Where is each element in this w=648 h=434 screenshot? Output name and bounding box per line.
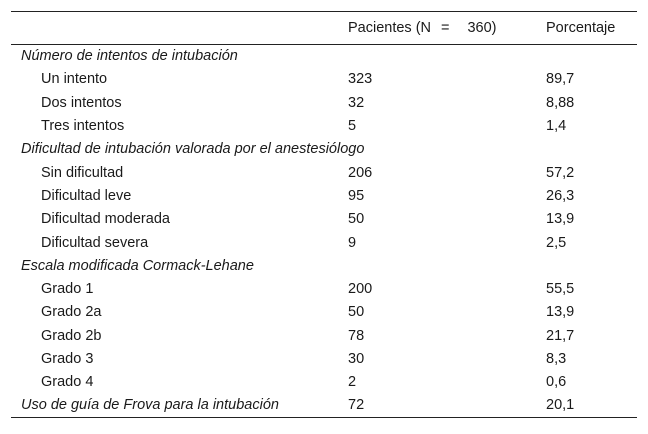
row-patients: 200 bbox=[348, 281, 373, 298]
row-label: Sin dificultad bbox=[41, 164, 124, 181]
row-percentage bbox=[534, 45, 637, 68]
table-row bbox=[11, 277, 637, 300]
row-percentage: 8,88 bbox=[546, 94, 575, 111]
row-label: Número de intentos de intubación bbox=[21, 48, 238, 65]
row-label: Dos intentos bbox=[41, 94, 122, 111]
row-percentage bbox=[534, 138, 637, 161]
row-label: Dificultad moderada bbox=[41, 211, 170, 228]
row-patients bbox=[337, 138, 534, 161]
row-label: Grado 3 bbox=[41, 351, 94, 367]
header-patients-n: 360) bbox=[467, 20, 497, 36]
row-percentage: 57,2 bbox=[546, 164, 575, 181]
row-label: Grado 2a bbox=[41, 304, 102, 321]
row-percentage: 8,3 bbox=[546, 351, 567, 367]
row-label: Dificultad de intubación valorada por el anestesiólogo bbox=[21, 141, 365, 158]
row-patients: 50 bbox=[348, 211, 365, 228]
table-row bbox=[11, 371, 637, 394]
row-patients: 206 bbox=[348, 164, 373, 181]
row-label: Uso de guía de Frova para la intubación bbox=[21, 397, 279, 414]
table-row bbox=[11, 68, 637, 91]
section-row bbox=[11, 138, 637, 161]
row-patients: 323 bbox=[348, 71, 373, 88]
row-patients: 5 bbox=[348, 118, 357, 135]
row-label: Dificultad leve bbox=[41, 187, 132, 204]
row-patients: 32 bbox=[348, 94, 365, 111]
row-percentage: 1,4 bbox=[546, 118, 567, 135]
table-body bbox=[11, 45, 637, 418]
row-patients: 50 bbox=[348, 304, 365, 321]
table-row bbox=[11, 184, 637, 207]
table-row bbox=[11, 114, 637, 137]
row-patients: 30 bbox=[348, 351, 365, 367]
row-patients: 72 bbox=[348, 397, 365, 414]
table-row bbox=[11, 231, 637, 254]
header-percentage: Porcentaje bbox=[546, 20, 616, 36]
row-patients bbox=[337, 254, 534, 277]
section-row bbox=[11, 45, 637, 68]
row-percentage: 26,3 bbox=[546, 187, 575, 204]
table-row bbox=[11, 324, 637, 347]
header-empty-cell bbox=[11, 12, 337, 45]
row-percentage: 55,5 bbox=[546, 281, 575, 298]
table-row bbox=[11, 301, 637, 324]
table-header-row bbox=[11, 12, 637, 45]
header-patients-prefix: Pacientes (N bbox=[348, 20, 432, 36]
row-percentage: 2,5 bbox=[546, 234, 567, 251]
row-label: Grado 1 bbox=[41, 281, 94, 298]
row-percentage: 20,1 bbox=[546, 397, 575, 414]
results-table bbox=[11, 11, 637, 418]
row-label: Tres intentos bbox=[41, 118, 125, 135]
row-label: Escala modificada Cormack-Lehane bbox=[21, 257, 254, 274]
row-patients: 2 bbox=[348, 374, 357, 391]
table-row bbox=[11, 91, 637, 114]
row-percentage: 89,7 bbox=[546, 71, 575, 88]
section-row bbox=[11, 394, 637, 417]
row-patients: 9 bbox=[348, 234, 357, 251]
table-row bbox=[11, 347, 637, 370]
row-patients bbox=[337, 45, 534, 68]
row-percentage: 13,9 bbox=[546, 211, 575, 228]
row-percentage: 21,7 bbox=[546, 327, 575, 344]
results-table-container bbox=[11, 11, 637, 418]
row-label: Grado 2b bbox=[41, 327, 102, 344]
table-row bbox=[11, 161, 637, 184]
table-row bbox=[11, 208, 637, 231]
row-label: Dificultad severa bbox=[41, 234, 149, 251]
section-row bbox=[11, 254, 637, 277]
row-percentage: 13,9 bbox=[546, 304, 575, 321]
row-patients: 78 bbox=[348, 327, 365, 344]
row-label: Un intento bbox=[41, 71, 108, 88]
header-equals-sign: = bbox=[441, 20, 450, 36]
row-percentage bbox=[534, 254, 637, 277]
row-percentage: 0,6 bbox=[546, 374, 567, 391]
row-patients: 95 bbox=[348, 187, 365, 204]
header-patients bbox=[337, 12, 534, 45]
row-label: Grado 4 bbox=[41, 374, 94, 391]
